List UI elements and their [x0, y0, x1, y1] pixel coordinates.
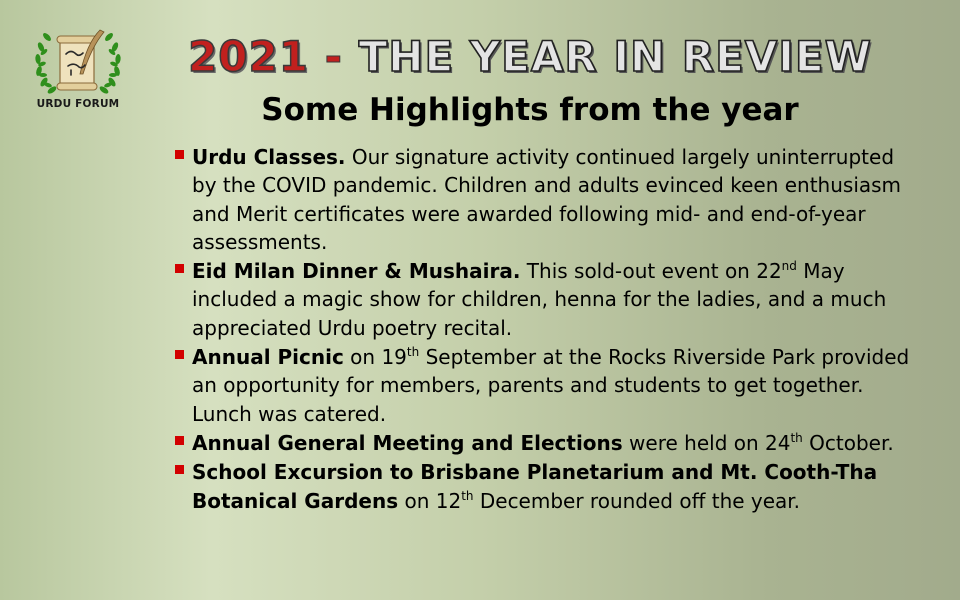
- scroll-quill-laurel-icon: [30, 22, 126, 102]
- item-text: were held on 24: [622, 430, 791, 455]
- item-text: May included a magic show for children, henna for the ladies, and a much appreciated Urdu poetry recital.: [192, 259, 887, 340]
- bullet-square-icon: [175, 350, 184, 359]
- bullet-square-icon: [175, 465, 184, 474]
- list-item: [175, 343, 915, 428]
- list-item: [175, 143, 915, 256]
- list-item: [175, 458, 915, 515]
- item-text: September at the Rocks Riverside Park provided an opportunity for members, parents and students to get together. Lunch was catered.: [192, 345, 910, 426]
- item-lead: Annual General Meeting and Elections: [192, 430, 623, 455]
- item-lead: Annual Picnic: [192, 345, 344, 370]
- item-text: on 12: [398, 488, 462, 513]
- item-text: October.: [802, 430, 894, 455]
- title-text: THE YEAR IN REVIEW: [358, 32, 872, 81]
- bullet-square-icon: [175, 436, 184, 445]
- item-lead: Urdu Classes.: [192, 145, 346, 169]
- item-text: on 19: [343, 345, 407, 370]
- item-text: Our signature activity continued largely uninterrupted by the COVID pandemic. Children and adults evinced keen enthusiasm and Merit certificates were awarded following mid- and end-of-year assessments.: [192, 145, 902, 254]
- bullet-square-icon: [175, 150, 184, 159]
- bullet-square-icon: [175, 264, 184, 273]
- list-item: [175, 429, 915, 457]
- page-title: [150, 32, 910, 82]
- ordinal-suffix: nd: [781, 259, 797, 274]
- ordinal-suffix: th: [790, 430, 803, 445]
- logo-text: URDU FORUM: [36, 98, 120, 110]
- page-subtitle: Some Highlights from the year: [261, 92, 799, 128]
- list-item: [175, 257, 915, 342]
- item-text: December rounded off the year.: [473, 488, 801, 513]
- highlights-list: [175, 143, 915, 516]
- urdu-forum-logo: [30, 22, 126, 122]
- item-lead: Eid Milan Dinner & Mushaira.: [192, 259, 521, 284]
- ordinal-suffix: th: [461, 488, 474, 503]
- title-year: 2021: [188, 32, 309, 81]
- title-dash: -: [308, 32, 359, 81]
- item-text: This sold-out event on 22: [520, 259, 782, 284]
- ordinal-suffix: th: [406, 345, 420, 360]
- item-lead: School Excursion to Brisbane Planetarium and Mt. Cooth-Tha Botanical Gardens: [192, 460, 878, 513]
